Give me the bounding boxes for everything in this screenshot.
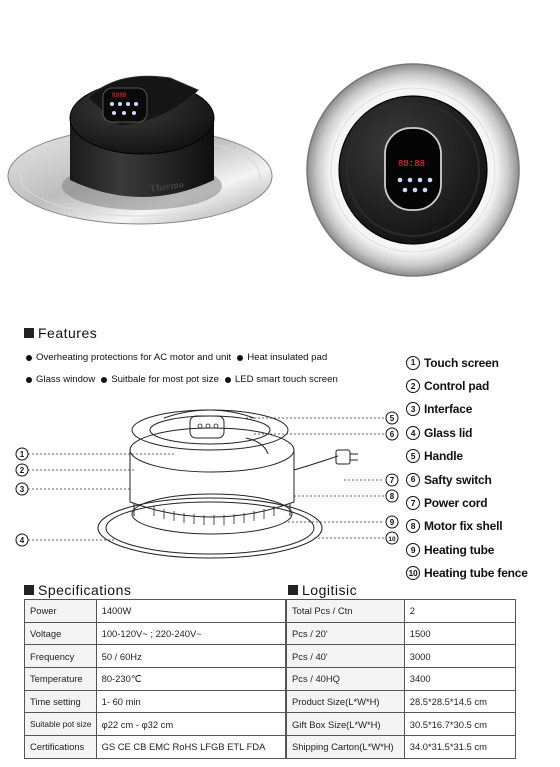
- svg-text:2: 2: [19, 466, 25, 475]
- part-number: 6: [406, 473, 420, 487]
- callout-4: [16, 534, 28, 546]
- svg-text:10: 10: [388, 536, 396, 543]
- part-label: Power cord: [424, 496, 488, 511]
- part-item: [406, 421, 560, 444]
- logistics-heading-text: Logitisic: [302, 582, 358, 598]
- feature-item: Glass window: [26, 374, 95, 385]
- part-label: Heating tube: [424, 542, 495, 557]
- svg-text:88:88: 88:88: [398, 159, 426, 169]
- part-number: 3: [406, 402, 420, 416]
- part-item: [406, 445, 560, 468]
- features-row-2: [26, 374, 344, 385]
- part-number: 2: [406, 379, 420, 393]
- svg-text:9: 9: [389, 518, 395, 527]
- table-row: Frequency 50 / 60Hz: [25, 645, 286, 668]
- bullet-icon: [26, 355, 32, 361]
- table-row: Pcs / 20' 1500: [287, 622, 516, 645]
- callout-2: [16, 464, 28, 476]
- callout-9: [386, 516, 398, 528]
- part-label: Glass lid: [424, 425, 473, 440]
- part-item: [406, 491, 560, 514]
- part-number: 8: [406, 519, 420, 533]
- part-item: [406, 468, 560, 491]
- table-row: Time setting 1- 60 min: [25, 690, 286, 713]
- section-square-icon: [24, 328, 34, 338]
- svg-text:1: 1: [19, 450, 25, 459]
- logistics-heading: [288, 582, 357, 598]
- product-photo-angled: [8, 76, 272, 224]
- part-number: 7: [406, 496, 420, 510]
- table-row: Temperature 80-230℃: [25, 668, 286, 691]
- bullet-icon: [101, 377, 107, 383]
- svg-text:7: 7: [389, 476, 395, 485]
- part-item: [406, 538, 560, 561]
- bullet-icon: [237, 355, 243, 361]
- section-square-icon: [288, 585, 298, 595]
- table-row: Total Pcs / Ctn 2: [287, 600, 516, 623]
- feature-item: Overheating protections for AC motor and unit: [26, 352, 231, 363]
- product-photo-top: [307, 64, 519, 276]
- logistics-table: [286, 599, 516, 759]
- callout-7: [386, 474, 398, 486]
- section-square-icon: [24, 585, 34, 595]
- svg-text:8: 8: [389, 492, 395, 501]
- part-item: [406, 398, 560, 421]
- part-item: [406, 515, 560, 538]
- bullet-icon: [225, 377, 231, 383]
- part-label: Heating tube fence: [424, 566, 528, 581]
- part-number: 10: [406, 566, 420, 580]
- features-heading-text: Features: [38, 325, 98, 341]
- part-number: 1: [406, 356, 420, 370]
- table-row: Suitable pot size φ22 cm - φ32 cm: [25, 713, 286, 736]
- parts-list: [406, 351, 560, 585]
- svg-text:8888: 8888: [112, 92, 127, 99]
- part-label: Handle: [424, 449, 463, 464]
- table-row: Pcs / 40' 3000: [287, 645, 516, 668]
- table-row: Gift Box Size(L*W*H) 30.5*16.7*30.5 cm: [287, 713, 516, 736]
- part-number: 5: [406, 449, 420, 463]
- part-number: 4: [406, 426, 420, 440]
- feature-item: LED smart touch screen: [225, 374, 338, 385]
- table-row: Product Size(L*W*H) 28.5*28.5*14.5 cm: [287, 690, 516, 713]
- features-heading: [24, 325, 97, 341]
- table-row: Certifications GS CE CB EMC RoHS LFGB ETL FDA: [25, 736, 286, 759]
- svg-text:4: 4: [19, 536, 25, 545]
- table-row: Shipping Carton(L*W*H) 34.0*31.5*31.5 cm: [287, 736, 516, 759]
- part-item: [406, 374, 560, 397]
- part-label: Motor fix shell: [424, 519, 503, 534]
- bullet-icon: [26, 377, 32, 383]
- feature-item: Suitbale for most pot size: [101, 374, 219, 385]
- callout-1: [16, 448, 28, 460]
- specifications-heading-text: Specifications: [38, 582, 132, 598]
- callout-10: [386, 532, 398, 544]
- callout-3: [16, 483, 28, 495]
- features-row-1: [26, 352, 333, 363]
- part-label: Control pad: [424, 379, 490, 394]
- part-item: [406, 351, 560, 374]
- part-number: 9: [406, 543, 420, 557]
- svg-text:3: 3: [19, 485, 25, 494]
- svg-text:5: 5: [389, 414, 395, 423]
- table-row: Voltage 100-120V~ ; 220-240V~: [25, 622, 286, 645]
- svg-text:6: 6: [389, 430, 395, 439]
- specifications-heading: [24, 582, 131, 598]
- part-label: Safty switch: [424, 472, 492, 487]
- part-label: Touch screen: [424, 355, 499, 370]
- feature-item: Heat insulated pad: [237, 352, 327, 363]
- callout-8: [386, 490, 398, 502]
- part-label: Interface: [424, 402, 473, 417]
- table-row: Pcs / 40HQ 3400: [287, 668, 516, 691]
- brand-lettering: Thermo: [148, 179, 185, 195]
- callout-6: [386, 428, 398, 440]
- part-item: [406, 562, 560, 585]
- specifications-table: [24, 599, 286, 759]
- exploded-diagram: [14, 400, 410, 578]
- callout-5: [386, 412, 398, 424]
- table-row: Power 1400W: [25, 600, 286, 623]
- product-photos: [0, 0, 560, 310]
